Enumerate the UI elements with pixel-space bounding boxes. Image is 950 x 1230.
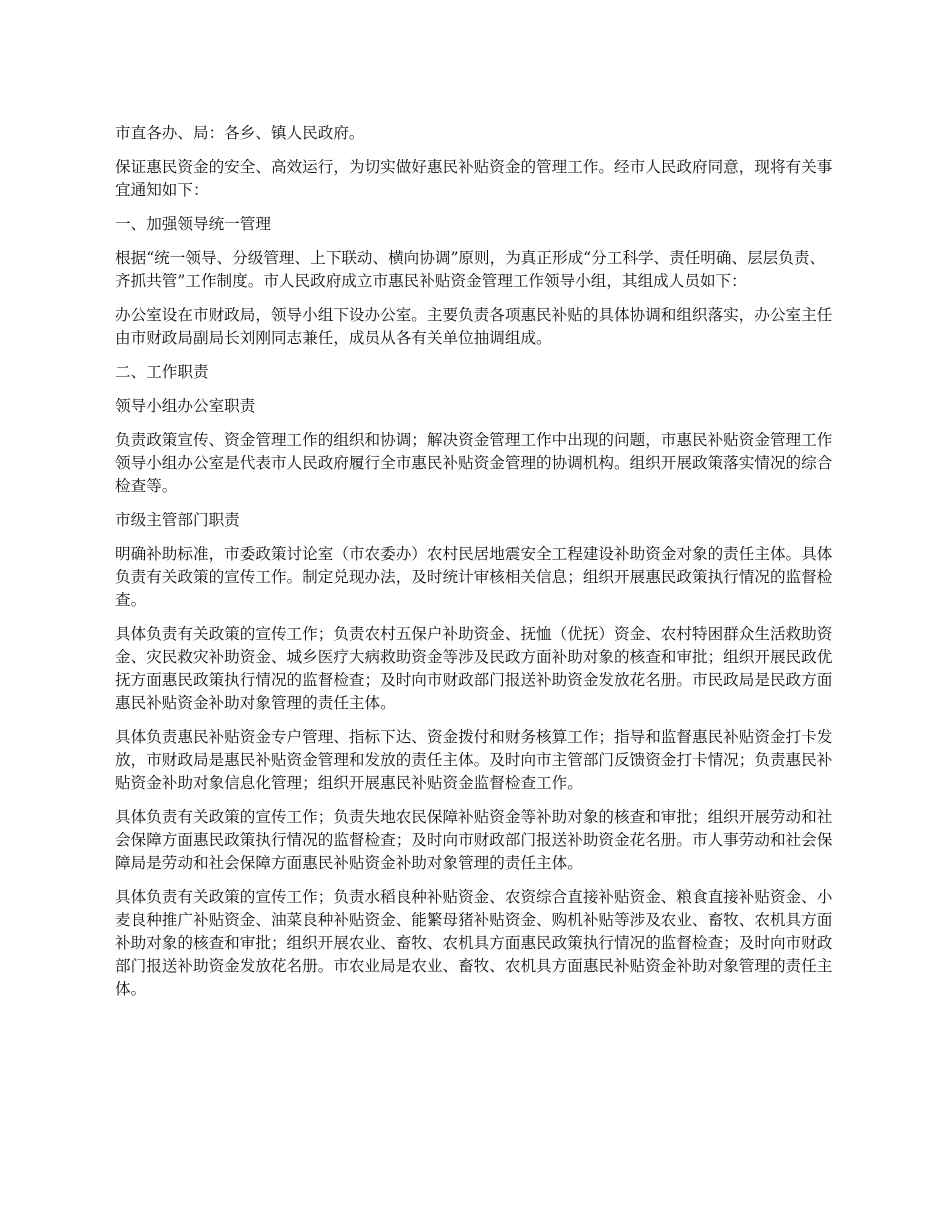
intro-paragraph: 保证惠民资金的安全、高效运行，为切实做好惠民补贴资金的管理工作。经市人民政府同意，现将有关事宜通知如下：	[115, 158, 833, 199]
section-heading-1: 一、加强领导统一管理	[115, 215, 271, 233]
leadership-paragraph: 根据“统一领导、分级管理、上下联动、横向协调”原则，为真正形成“分工科学、责任明确、层层负责、齐抓共管”工作制度。市人民政府成立市惠民补贴资金管理工作领导小组，其组成人员如下：	[115, 249, 826, 290]
department-duties-paragraph-4: 具体负责有关政策的宣传工作；负责失地农民保障补贴资金等补助对象的核查和审批；组织开展劳动和社会保障方面惠民政策执行情况的监督检查；及时向市财政部门报送补助资金花名册。市人事劳动和社会保障局是劳动和社会保障方面惠民补贴资金补助对象管理的责任主体。	[115, 808, 833, 872]
department-duties-paragraph-5: 具体负责有关政策的宣传工作；负责水稻良种补贴资金、农资综合直接补贴资金、粮食直接补贴资金、小麦良种推广补贴资金、油菜良种补贴资金、能繁母猪补贴资金、购机补贴等涉及农业、畜牧、农机具方面补助对象的核查和审批；组织开展农业、畜牧、农机具方面惠民政策执行情况的监督检查；及时向市财政部门报送补助资金发放花名册。市农业局是农业、畜牧、农机具方面惠民补贴资金补助对象管理的责任主体。	[115, 888, 833, 998]
department-duties-paragraph-2: 具体负责有关政策的宣传工作；负责农村五保户补助资金、抚恤（优抚）资金、农村特困群众生活救助资金、灾民救灾补助资金、城乡医疗大病救助资金等涉及民政方面补助对象的核查和审批；组织开展民政优抚方面惠民政策执行情况的监督检查；及时向市财政部门报送补助资金发放花名册。市民政局是民政方面惠民补贴资金补助对象管理的责任主体。	[115, 625, 833, 712]
department-duties-paragraph-3: 具体负责惠民补贴资金专户管理、指标下达、资金拨付和财务核算工作；指导和监督惠民补贴资金打卡发放，市财政局是惠民补贴资金管理和发放的责任主体。及时向市主管部门反馈资金打卡情况；负责惠民补贴资金补助对象信息化管理；组织开展惠民补贴资金监督检查工作。	[115, 728, 833, 792]
office-paragraph: 办公室设在市财政局，领导小组下设办公室。主要负责各项惠民补贴的具体协调和组织落实，办公室主任由市财政局副局长刘刚同志兼任，成员从各有关单位抽调组成。	[115, 306, 833, 347]
document-body	[115, 122, 839, 1012]
office-duties-paragraph: 负责政策宣传、资金管理工作的组织和协调；解决资金管理工作中出现的问题，市惠民补贴资金管理工作领导小组办公室是代表市人民政府履行全市惠民补贴资金管理的协调机构。组织开展政策落实情况的综合检查等。	[115, 431, 833, 495]
department-duties-paragraph-1: 明确补助标准，市委政策讨论室（市农委办）农村民居地震安全工程建设补助资金对象的责任主体。具体负责有关政策的宣传工作。制定兑现办法，及时统计审核相关信息；组织开展惠民政策执行情况的监督检查。	[115, 545, 833, 609]
section-heading-2: 二、工作职责	[115, 363, 209, 381]
subheading-department-duties: 市级主管部门职责	[115, 511, 240, 529]
addressee-line: 市直各办、局：各乡、镇人民政府。	[115, 124, 365, 142]
subheading-office-duties: 领导小组办公室职责	[115, 397, 256, 415]
